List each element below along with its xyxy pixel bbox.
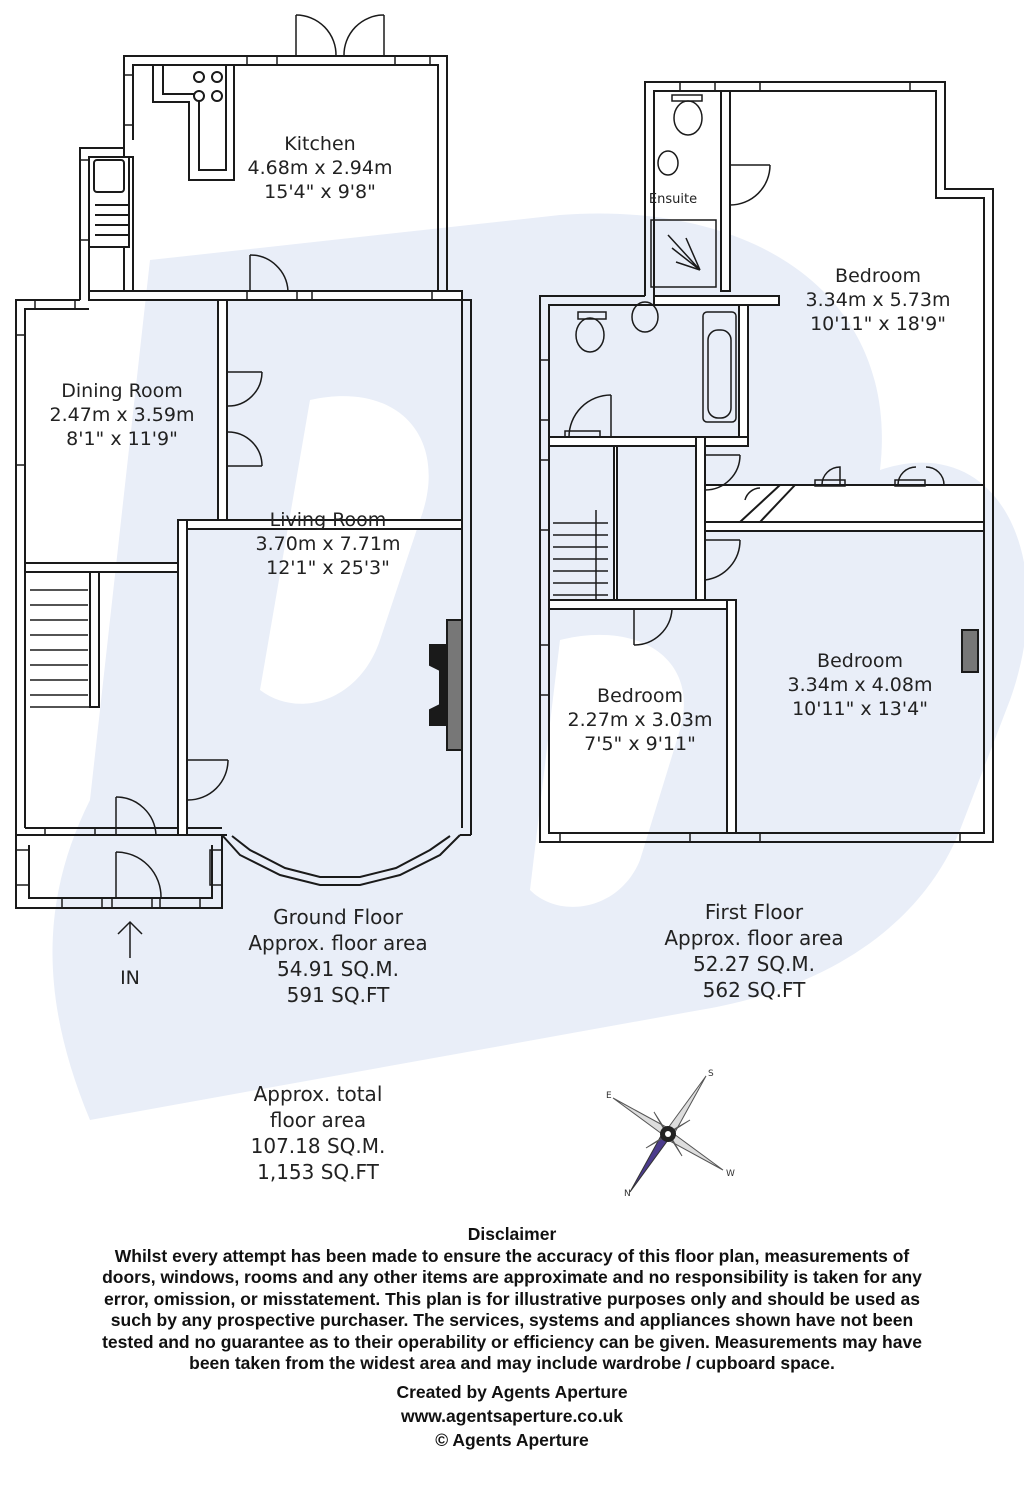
disclaimer-line: such by any prospective purchaser. The services, systems and appliances shown have not been: [110, 1310, 914, 1330]
compass-n-label: N: [624, 1189, 631, 1199]
total-line1: Approx. total: [253, 1082, 383, 1106]
room-metric: 2.47m x 3.59m: [49, 404, 195, 426]
total-floor-area: [198, 1081, 438, 1185]
room-imperial: 7'5" x 9'11": [584, 733, 696, 755]
ground-floor-title: Ground Floor: [273, 905, 403, 929]
room-name: Bedroom: [835, 265, 921, 287]
room-imperial: 12'1" x 25'3": [266, 557, 390, 579]
room-imperial: 15'4" x 9'8": [264, 181, 376, 203]
compass-s-label: S: [708, 1069, 714, 1079]
created-by: Created by Agents Aperture: [396, 1382, 628, 1402]
room-label-bedroom-large: [788, 264, 968, 336]
room-name: Bedroom: [817, 650, 903, 672]
disclaimer-line: error, omission, or misstatement. This plan is for illustrative purposes only and should be used as: [104, 1288, 920, 1309]
room-name: Living Room: [269, 509, 387, 531]
compass-rose-icon: [606, 1069, 735, 1199]
first-floor-sqft: 562 SQ.FT: [702, 978, 806, 1002]
ground-floor-area: [218, 904, 458, 1008]
total-sqft: 1,153 SQ.FT: [257, 1160, 379, 1184]
ground-floor-sqm: 54.91 SQ.M.: [276, 957, 400, 981]
room-name: Kitchen: [284, 133, 356, 155]
room-label-ensuite: [640, 192, 706, 208]
room-imperial: 8'1" x 11'9": [66, 428, 178, 450]
first-floor-title: First Floor: [704, 900, 804, 924]
disclaimer-line: doors, windows, rooms and any other items are approximate and no responsibility is taken for any: [102, 1267, 922, 1287]
ground-floor-subtitle: Approx. floor area: [248, 931, 428, 955]
first-floor-sqm: 52.27 SQ.M.: [692, 952, 816, 976]
room-metric: 3.34m x 4.08m: [787, 674, 933, 696]
compass-w-label: W: [726, 1169, 735, 1179]
room-name: Dining Room: [61, 380, 183, 402]
disclaimer: [20, 1224, 1004, 1375]
entrance-label: IN: [120, 967, 140, 989]
disclaimer-line: Whilst every attempt has been made to ensure the accuracy of this floor plan, measurements of: [114, 1245, 910, 1266]
first-floor-area: [634, 899, 874, 1003]
room-label-bedroom-mid: [770, 649, 950, 721]
ground-floor-sqft: 591 SQ.FT: [286, 983, 390, 1007]
room-metric: 3.34m x 5.73m: [805, 289, 951, 311]
disclaimer-title: Disclaimer: [467, 1224, 557, 1244]
room-label-bedroom-small: [556, 684, 724, 756]
room-label-dining-room: [32, 379, 212, 451]
disclaimer-line: tested and no guarantee as to their operability or efficiency can be given. Measurements may have: [102, 1331, 922, 1352]
website-link[interactable]: www.agentsaperture.co.uk: [400, 1406, 624, 1426]
total-line2: floor area: [269, 1108, 367, 1132]
room-label-living-room: [238, 508, 418, 580]
first-floor-subtitle: Approx. floor area: [664, 926, 844, 950]
room-imperial: 10'11" x 13'4": [792, 698, 928, 720]
total-sqm: 107.18 SQ.M.: [250, 1134, 386, 1158]
room-metric: 2.27m x 3.03m: [567, 709, 713, 731]
room-metric: 3.70m x 7.71m: [255, 533, 401, 555]
copyright: © Agents Aperture: [435, 1430, 589, 1450]
disclaimer-line: been taken from the widest area and may include wardrobe / cupboard space.: [189, 1353, 835, 1373]
room-name: Bedroom: [597, 685, 683, 707]
credits: [20, 1380, 1004, 1452]
room-metric: 4.68m x 2.94m: [247, 157, 393, 179]
room-imperial: 10'11" x 18'9": [810, 313, 946, 335]
compass-e-label: E: [606, 1091, 612, 1101]
room-label-kitchen: [230, 132, 410, 204]
room-name: Ensuite: [648, 192, 698, 207]
